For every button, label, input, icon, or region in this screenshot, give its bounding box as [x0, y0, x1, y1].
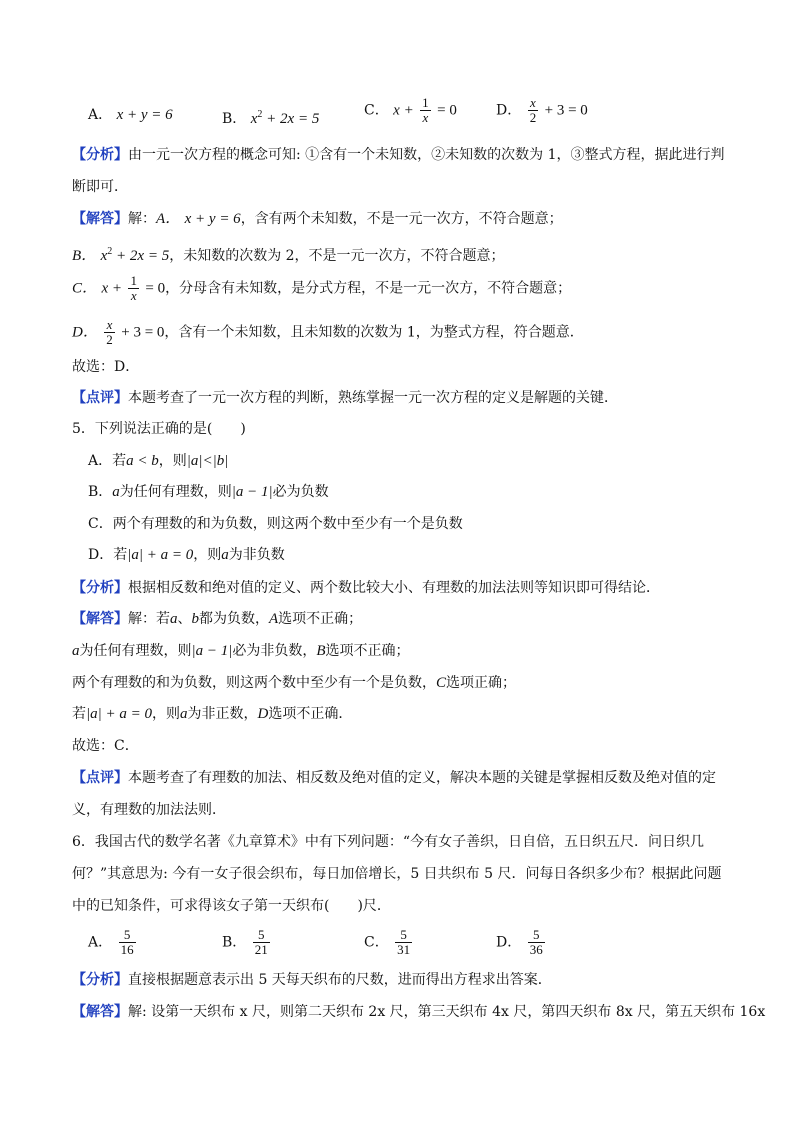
solution-math: a	[180, 706, 188, 722]
option-text: ，则	[158, 453, 187, 469]
numerator: 1	[422, 95, 429, 110]
solution-math: D	[257, 706, 269, 722]
solution-option-label: C．	[72, 280, 98, 297]
denominator: 21	[254, 942, 268, 957]
comment-tag: 【点评】	[72, 770, 128, 786]
option-label: D．	[496, 934, 522, 951]
solution-option-label: B．	[72, 248, 97, 264]
q5-solution-2	[72, 641, 410, 661]
solution-tag: 【解答】	[72, 611, 128, 627]
q4-option-b	[222, 105, 319, 129]
option-text: 若	[112, 453, 127, 469]
option-expr: x + y = 6	[116, 107, 173, 123]
fraction	[528, 928, 545, 957]
solution-tag: 【解答】	[72, 211, 128, 227]
solution-math: a	[170, 611, 178, 627]
solution-text: ，则	[152, 706, 180, 722]
option-expr-base: x	[250, 111, 258, 127]
q5-choose	[72, 736, 139, 756]
solution-text: 若	[72, 706, 86, 722]
option-label: A．	[88, 453, 113, 469]
solution-text: 选项不正确．	[268, 706, 353, 722]
option-math: |a|<|b|	[186, 453, 229, 469]
q4-analysis	[72, 145, 725, 165]
q5-comment-cont	[72, 800, 226, 820]
question-stem: 何？”其意思为: 今有一女子很会织布，每日加倍增长，5 日共织布 5 尺．问每日各织多少布？根据此问题	[72, 866, 722, 882]
q6-option-d	[496, 928, 547, 957]
q4-option-c	[364, 96, 457, 125]
option-math: |a| + a = 0	[127, 547, 194, 563]
numerator: x	[528, 96, 539, 111]
solution-option-label: A．	[156, 211, 181, 227]
question-stem: 中的已知条件，可求得该女子第一天织布( )尺．	[72, 898, 391, 914]
option-text: 为非负数	[228, 547, 285, 563]
q4-option-a	[88, 105, 173, 125]
q4-analysis-cont	[72, 177, 128, 197]
q4-solution-b	[72, 242, 505, 266]
fraction	[420, 96, 431, 125]
option-label: C．	[364, 102, 389, 119]
solution-text: 解: 设第一天织布 x 尺，则第二天织布 2x 尺，第三天织布 4x 尺，第四天织布 8x 尺，第五天织布 16x	[128, 1004, 766, 1020]
solution-math: A	[269, 611, 279, 627]
option-text: ，则	[193, 547, 222, 563]
q5-analysis	[72, 578, 660, 598]
solution-text: 选项正确；	[446, 675, 517, 691]
choose-text: 故选：D．	[72, 359, 140, 375]
q6-option-c	[364, 928, 414, 957]
fraction	[253, 928, 270, 957]
solution-text: 两个有理数的和为负数，则这两个数中至少有一个是负数，	[72, 675, 436, 691]
q6-solution	[72, 1002, 765, 1022]
option-label: A．	[88, 107, 113, 123]
option-label: D．	[88, 547, 114, 563]
comment-text: 本题考查了有理数的加法、相反数及绝对值的定义，解决本题的关键是掌握相反数及绝对值的定	[128, 770, 716, 786]
option-label: A．	[88, 934, 113, 951]
option-math: |a − 1|	[231, 484, 273, 500]
option-text: C．两个有理数的和为负数，则这两个数中至少有一个是负数	[88, 516, 463, 532]
analysis-text: 断即可．	[72, 179, 128, 195]
analysis-text: 根据相反数和绝对值的定义、两个数比较大小、有理数的加法法则等知识即可得结论．	[128, 580, 660, 596]
solution-text: ，含有一个未知数，且未知数的次数为 1，为整式方程，符合题意．	[164, 324, 584, 341]
solution-expr-base: x	[100, 248, 108, 264]
fraction	[395, 928, 412, 957]
numerator: 5	[253, 928, 270, 943]
solution-expr-exponent: 2	[107, 246, 113, 257]
solution-math: C	[436, 675, 447, 691]
q5-stem	[72, 419, 246, 439]
option-label: B．	[222, 934, 247, 951]
q5-comment	[72, 768, 716, 788]
option-label: B．	[88, 484, 113, 500]
analysis-tag: 【分析】	[72, 972, 128, 988]
q6-analysis	[72, 970, 552, 990]
q6-option-a	[88, 928, 138, 957]
solution-text: ，分母含有未知数，是分式方程，不是一元一次方，不符合题意；	[165, 280, 572, 297]
choose-text: 故选：C．	[72, 738, 139, 754]
denominator: 2	[529, 110, 537, 125]
q5-solution-4	[72, 704, 352, 724]
fraction	[128, 274, 139, 303]
option-label: C．	[364, 934, 389, 951]
solution-expr-rest: + 2x = 5	[112, 248, 170, 264]
solution-math: a	[72, 643, 80, 659]
option-expr-post: = 0	[437, 102, 457, 119]
analysis-tag: 【分析】	[72, 147, 128, 163]
numerator: 5	[528, 928, 545, 943]
option-label: B．	[222, 111, 247, 127]
q5-option-c	[88, 514, 463, 534]
solution-math: b	[191, 611, 199, 627]
numerator: 5	[119, 928, 136, 943]
solution-expr: x + y = 6	[184, 211, 241, 227]
numerator: x	[104, 318, 115, 333]
q4-comment	[72, 388, 618, 408]
comment-text: 本题考查了一元一次方程的判断，熟练掌握一元一次方程的定义是解题的关键．	[128, 390, 618, 406]
solution-text: 、	[177, 611, 192, 627]
denominator: 31	[397, 942, 411, 957]
option-text: 必为负数	[272, 484, 329, 500]
solution-math: |a| + a = 0	[86, 706, 152, 722]
solution-text: 必为非负数，	[232, 643, 317, 659]
solution-expr-post: = 0	[145, 280, 166, 297]
question-stem: 5．下列说法正确的是( )	[72, 421, 246, 437]
option-math: a	[221, 547, 229, 563]
q5-solution-3	[72, 673, 516, 693]
analysis-tag: 【分析】	[72, 580, 128, 596]
q4-option-d	[496, 96, 588, 125]
comment-text: 义，有理数的加法法则．	[72, 802, 226, 818]
solution-text: 解：若	[128, 611, 170, 627]
q6-stem-3	[72, 896, 391, 916]
option-label: D．	[496, 102, 522, 119]
denominator: x	[130, 288, 137, 303]
solution-math: |a − 1|	[191, 643, 233, 659]
q5-option-a	[88, 451, 228, 471]
question-stem: 6．我国古代的数学名著《九章算术》中有下列问题：“今有女子善织，日自倍，五日织五尺．问日织几	[72, 834, 705, 850]
numerator: 1	[130, 273, 137, 288]
solution-text: 选项不正确；	[278, 611, 363, 627]
solution-text: ，含有两个未知数，不是一元一次方，不符合题意；	[240, 211, 563, 227]
comment-tag: 【点评】	[72, 390, 128, 406]
solution-expr-post: + 3 = 0	[121, 324, 165, 341]
option-expr-rest: + 2x = 5	[262, 111, 320, 127]
fraction	[528, 96, 539, 125]
denominator: 36	[529, 942, 543, 957]
q6-stem-2	[72, 864, 722, 884]
q4-choose	[72, 357, 139, 377]
option-math: a < b	[126, 453, 159, 469]
q4-solution-a	[72, 209, 563, 229]
solution-text: ，未知数的次数为 2，不是一元一次方，不符合题意；	[169, 248, 505, 264]
denominator: x	[422, 110, 429, 125]
solution-option-label: D．	[72, 324, 98, 341]
option-text: 为任何有理数，则	[119, 484, 232, 500]
q6-option-b	[222, 928, 272, 957]
solution-text: 为任何有理数，则	[79, 643, 192, 659]
option-expr-exponent: 2	[257, 109, 263, 120]
solution-expr-pre: x +	[101, 280, 122, 297]
q5-option-d	[88, 545, 285, 565]
q4-solution-c	[72, 274, 571, 303]
analysis-text: 直接根据题意表示出 5 天每天织布的尺数，进而得出方程求出答案．	[128, 972, 552, 988]
denominator: 16	[120, 942, 134, 957]
solution-tag: 【解答】	[72, 1004, 128, 1020]
numerator: 5	[395, 928, 412, 943]
option-math: a	[112, 484, 120, 500]
solution-text: 为非正数，	[187, 706, 258, 722]
q6-stem-1	[72, 832, 704, 852]
solution-text: 都为负数，	[199, 611, 269, 627]
fraction	[104, 318, 115, 347]
denominator: 2	[106, 332, 113, 347]
solution-text: 选项不正确；	[325, 643, 410, 659]
analysis-text: 由一元一次方程的概念可知: ①含有一个未知数，②未知数的次数为 1，③整式方程，据此进行判	[128, 147, 725, 163]
option-expr-post: + 3 = 0	[544, 102, 588, 119]
solution-math: B	[316, 643, 326, 659]
option-expr-pre: x +	[393, 102, 414, 119]
q4-solution-d	[72, 318, 584, 347]
q5-solution-1	[72, 609, 362, 629]
solution-prefix: 解：	[128, 211, 156, 227]
option-text: 若	[113, 547, 128, 563]
fraction	[119, 928, 136, 957]
q5-option-b	[88, 482, 329, 502]
